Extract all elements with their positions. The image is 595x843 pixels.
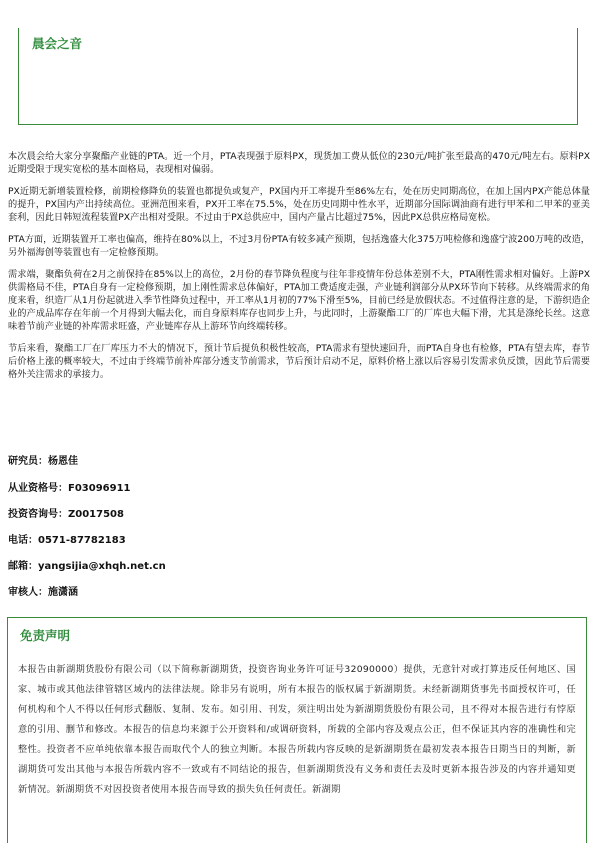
paragraph-outlook: 节后来看，聚酯工厂在厂库压力不大的情况下，预计节后提负积极性较高，PTA需求有望快速回升，而PTA自身也有检修，PTA有望去库，春节后价格上涨的概率较大，不过由于终端节前补库部分透支节前需求，节后预计启动不足，原料价格上涨以后容易引发需求负反馈，因此节后需要格外关注需求的承接力。: [8, 343, 590, 380]
consulting-line: 投资咨询号：Z0017508: [8, 509, 124, 520]
phone-line: 电话：0571-87782183: [8, 535, 126, 546]
section-title: 晨会之音: [32, 36, 83, 51]
researcher-line: 研究员：杨恩佳: [8, 456, 78, 467]
report-body: [8, 150, 590, 390]
paragraph-intro: 本次晨会给大家分享聚酯产业链的PTA。近一个月，PTA表现强于原料PX，现货加工费从低位的230元/吨扩张至最高的470元/吨左右。原料PX近期受限于现实宽松的基本面格局，表现相对偏弱。: [8, 151, 590, 175]
reviewer-line: 审核人：施潇涵: [8, 587, 78, 598]
paragraph-px: PX近期无新增装置检修，前期检修降负的装置也都提负或复产，PX国内开工率提升至86%左右，处在历史同期高位，在加上国内PX产能总体量的提升，PX国内产出持续高位。亚洲范围来看，PX开工率在75.5%，处在历史同期中性水平，近期部分国际调油商有进行甲苯和二甲苯的亚美套利，因此日韩短流程装置PX产出相对受限。不过由于PX总供应中，国内产量占比超过75%，因此PX总供应格局宽松。: [8, 186, 590, 223]
disclaimer-title: 免责声明: [20, 628, 71, 643]
email-line: 邮箱：yangsijia@xhqh.net.cn: [8, 561, 166, 572]
disclaimer-text: 本报告由新湖期货股份有限公司（以下简称新湖期货，投资咨询业务许可证号32090000）提供，无意针对或打算违反任何地区、国家、城市或其他法律管辖区域内的法律法规。除非另有说明，所有本报告的版权属于新湖期货。未经新湖期货事先书面授权许可，任何机构和个人不得以任何形式翻版、复制、发布。如引用、刊发，须注明出处为新湖期货股份有限公司，且不得对本报告进行有悖原意的引用、删节和修改。本报告的信息均来源于公开资料和/或调研资料，所载的全部内容及观点公正，但不保证其内容的准确性和完整性。投资者不应单纯依靠本报告而取代个人的独立判断。本报告所载内容反映的是新湖期货在最初发表本报告日期当日的判断，新湖期货可发出其他与本报告所载内容不一致或有不同结论的报告，但新湖期货没有义务和责任去及时更新本报告涉及的内容并通知更新情况。新湖期货不对因投资者使用本报告而导致的损失负任何责任。新湖期: [18, 664, 576, 795]
section-box: [18, 28, 578, 125]
qualification-line: 从业资格号：F03096911: [8, 483, 131, 494]
paragraph-pta: PTA方面，近期装置开工率也偏高，维持在80%以上，不过3月份PTA有较多减产预期，包括逸盛大化375万吨检修和逸盛宁波200万吨的改造，另外福海创等装置也有一定检修预期。: [8, 234, 590, 258]
paragraph-demand: 需求端，聚酯负荷在2月之前保持在85%以上的高位，2月份的春节降负程度与往年非疫情年份总体差别不大，PTA刚性需求相对偏好。上游PX供需格局不佳，PTA自身有一定检修预期，加上刚性需求总体偏好，PTA加工费适度走强，产业链利润部分从PX环节向下转移。从终端需求的角度来看，织造厂从1月份起就进入季节性降负过程中，开工率从1月初的77%下滑至5%，目前已经是放假状态。不过值得注意的是，下游织造企业的产成品库存在年前一个月得到大幅去化，而自身原料库存也同步上升，与此同时，上游聚酯工厂的厂库也大幅下滑，尤其是涤纶长丝。这意味着节前产业链的补库需求旺盛，产业链库存从上游环节向终端转移。: [8, 269, 590, 332]
